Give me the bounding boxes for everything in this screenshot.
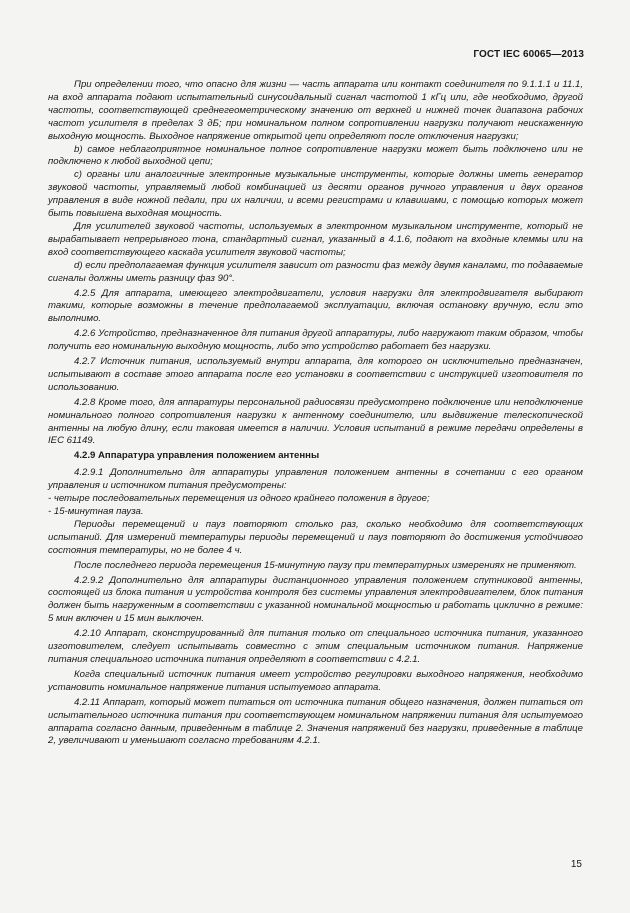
paragraph: Периоды перемещений и пауз повторяют столько раз, сколько необходимо для соответствующих испытаний. Для измерений температуры периоды перемещений и пауз повторяют до достижения устойчивого состояния температуры, но не более 4 ч.: [48, 518, 583, 556]
clause-4-2-6: 4.2.6 Устройство, предназначенное для питания другой аппаратуры, либо нагружают таким образом, чтобы получить его номинальную выходную мощность, либо это устройство работает без нагрузки.: [48, 328, 583, 353]
clause-4-2-9-1: 4.2.9.1 Дополнительно для аппаратуры управления положением антенны в сочетании с его органом управления и источником питания предусмотрены:: [48, 467, 583, 492]
list-item: c) органы или аналогичные электронные музыкальные инструменты, которые должны иметь генератор звуковой частоты, управляемый любой комбинацией из десяти органов ручного управления и двух органов управления в виде ножной педали, при их наличии, и всеми регистрами и клавишами, с помощью которых может быть повышена выходная мощность.: [48, 169, 583, 220]
paragraph: После последнего периода перемещения 15-минутную паузу при температурных измерениях не применяют.: [74, 559, 577, 571]
document-body: [48, 79, 583, 748]
list-item: - четыре последовательных перемещения из одного крайнего положения в другое;: [48, 493, 430, 505]
section-heading: 4.2.9 Аппаратура управления положением антенны: [74, 450, 320, 462]
clause-4-2-10: 4.2.10 Аппарат, сконструированный для питания только от специального источника питания, указанного изготовителем, следует испытывать совместно с этим специальным источником питания. Напряжение питания специального источника питания определяют в соответствии с 4.2.1.: [48, 628, 583, 665]
list-item: b) самое неблагоприятное номинальное полное сопротивление нагрузки может быть подключено или не подключено к любой выходной цепи;: [48, 143, 583, 168]
clause-4-2-8: 4.2.8 Кроме того, для аппаратуры персональной радиосвязи предусмотрено подключение или неподключение номинального полного сопротивления нагрузки к антенному соединителю, или выдвижение телескопической антенны на любую длину, если таковая имеется в наличии. Условия испытаний в режиме передачи определены в IEC 61149.: [48, 396, 583, 447]
list-item: - 15-минутная пауза.: [48, 506, 144, 517]
clause-4-2-7: 4.2.7 Источник питания, используемый внутри аппарата, для которого он исключительно предназначен, испытывают в составе этого аппарата после его установки в соответствии с инструкцией изготовителя по использованию.: [48, 356, 583, 393]
paragraph: При определении того, что опасно для жизни — часть аппарата или контакт соединителя по 9.1.1.1 и 11.1, на вход аппарата подают испытательный синусоидальный сигнал частотой 1 кГц или, где необходимо, другой частоты, соответствующей среднегеометрическому значению от верхней и нижней точек диапазона рабочих частот усилителя в пределах 3 дБ; при номинальном полном сопротивлении нагрузки получают неискаженную выходную мощность. Выходное напряжение открытой цепи определяют после отключения нагрузки;: [48, 79, 583, 142]
page-number: 15: [570, 859, 582, 870]
list-item: d) если предполагаемая функция усилителя зависит от разности фаз между двумя каналами, то подаваемые сигналы должны иметь разницу фаз 90°.: [48, 259, 583, 284]
paragraph: Когда специальный источник питания имеет устройство регулировки выходного напряжения, необходимо установить номинальное напряжение питания испытуемого аппарата.: [48, 668, 583, 693]
clause-4-2-11: 4.2.11 Аппарат, который может питаться от источника питания общего назначения, должен питаться от испытательного источника питания при соответствующем номинальном напряжении питания для испытуемого аппарата согласно данным, приведенным в таблице 2. Значения напряжений без нагрузки, приведенные в таблице 2, увеличивают и уменьшают согласно требованиям 4.2.1.: [48, 696, 583, 747]
clause-4-2-5: 4.2.5 Для аппарата, имеющего электродвигатели, условия нагрузки для электродвигателя выбирают такими, которые возможны в течение предполагаемой эксплуатации, включая остановку вручную, если это выполнимо.: [48, 287, 583, 325]
clause-4-2-9-2: 4.2.9.2 Дополнительно для аппаратуры дистанционного управления положением спутниковой антенны, состоящей из блока питания и устройства контроля без системы управления электродвигателем, блок питания должен быть нагруженным в соответствии с указанной номинальной мощностью и работать циклично в режиме: 5 мин включен и 15 мин выключен.: [48, 574, 583, 625]
paragraph: Для усилителей звуковой частоты, используемых в электронном музыкальном инструменте, который не вырабатывает непрерывного тона, стандартный сигнал, указанный в 4.1.6, подают на входные клеммы или на вход соответствующего каскада усилителя звуковой частоты;: [48, 220, 583, 258]
document-header: ГОСТ IEC 60065—2013: [473, 49, 584, 60]
